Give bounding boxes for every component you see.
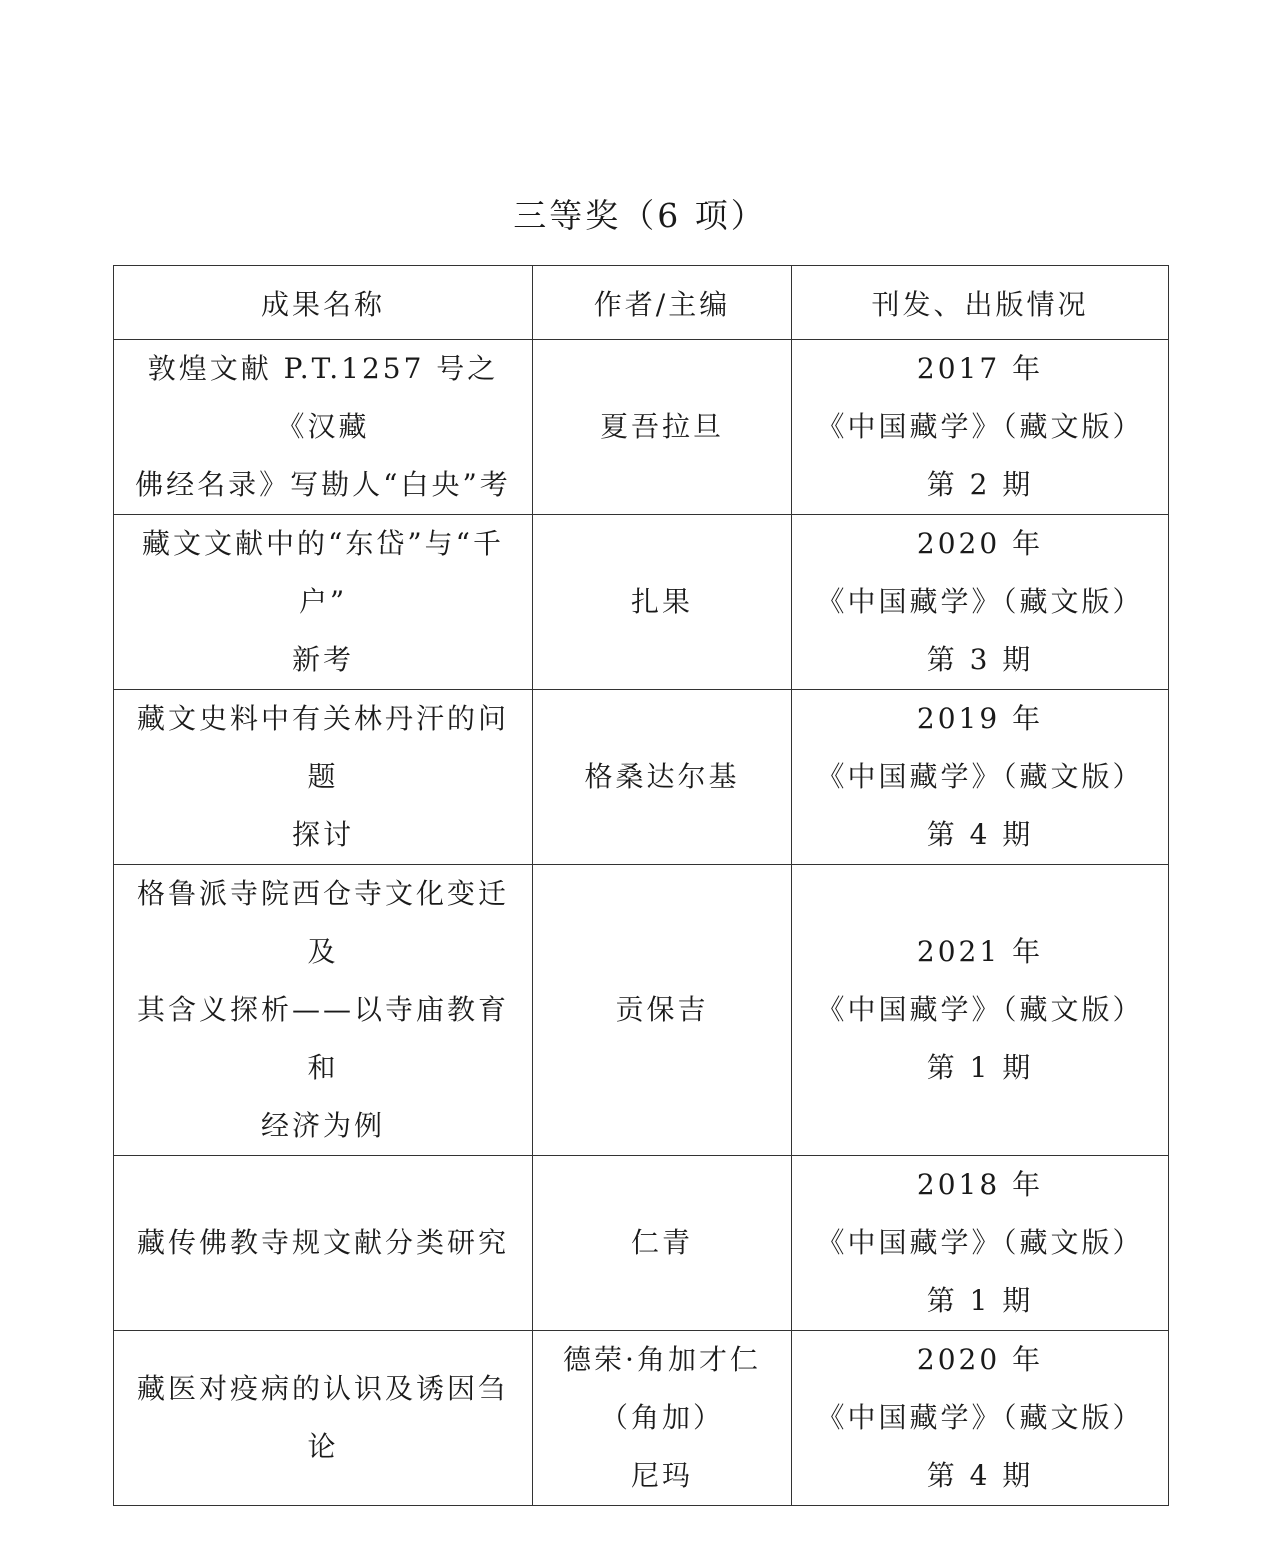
publication-journal: 《中国藏学》（藏文版） <box>816 410 1144 443</box>
cell-author <box>533 865 792 1156</box>
publication-year: 2020 年 <box>916 1343 1044 1376</box>
cell-title <box>114 515 533 690</box>
publication-issue: 第 4 期 <box>926 818 1034 851</box>
cell-publication <box>792 515 1169 690</box>
publication-year: 2021 年 <box>916 935 1044 968</box>
page-title: 三等奖（6 项） <box>513 196 767 235</box>
header-publication: 刊发、出版情况 <box>792 266 1169 340</box>
table-row <box>114 1156 1169 1331</box>
header-author: 作者/主编 <box>533 266 792 340</box>
author-line: 尼玛 <box>630 1459 693 1492</box>
cell-title <box>114 1156 533 1331</box>
publication-journal: 《中国藏学》（藏文版） <box>816 585 1144 618</box>
title-line: 敦煌文献 P.T.1257 号之《汉藏 <box>147 352 499 443</box>
title-line: 藏传佛教寺规文献分类研究 <box>136 1226 509 1259</box>
cell-title <box>114 1331 533 1506</box>
title-line: 格鲁派寺院西仓寺文化变迁及 <box>136 877 509 968</box>
author-line: 格桑达尔基 <box>584 760 740 793</box>
title-line: 藏文文献中的“东岱”与“千户” <box>142 527 504 618</box>
header-title: 成果名称 <box>114 266 533 340</box>
awards-table <box>113 265 1169 1506</box>
cell-publication <box>792 1156 1169 1331</box>
publication-issue: 第 4 期 <box>926 1459 1034 1492</box>
table-row <box>114 690 1169 865</box>
title-line: 其含义探析——以寺庙教育和 <box>136 993 509 1084</box>
author-line: （角加） <box>599 1401 724 1434</box>
title-line: 佛经名录》写勘人“白央”考 <box>135 468 511 501</box>
publication-year: 2019 年 <box>916 702 1044 735</box>
title-line: 探讨 <box>291 818 354 851</box>
publication-issue: 第 2 期 <box>926 468 1034 501</box>
cell-title <box>114 690 533 865</box>
cell-author <box>533 690 792 865</box>
table-row <box>114 865 1169 1156</box>
cell-author <box>533 1331 792 1506</box>
author-line: 仁青 <box>630 1226 693 1259</box>
author-line: 扎果 <box>630 585 693 618</box>
author-line: 贡保吉 <box>615 993 709 1026</box>
publication-year: 2017 年 <box>916 352 1044 385</box>
author-line: 夏吾拉旦 <box>599 410 724 443</box>
title-line: 藏医对疫病的认识及诱因刍论 <box>136 1372 509 1463</box>
table-header-row <box>114 266 1169 340</box>
cell-publication <box>792 865 1169 1156</box>
author-line: 德荣·角加才仁 <box>563 1343 761 1376</box>
publication-year: 2020 年 <box>916 527 1044 560</box>
publication-journal: 《中国藏学》（藏文版） <box>816 1401 1144 1434</box>
publication-journal: 《中国藏学》（藏文版） <box>816 993 1144 1026</box>
cell-title <box>114 340 533 515</box>
publication-journal: 《中国藏学》（藏文版） <box>816 1226 1144 1259</box>
table-row <box>114 1331 1169 1506</box>
table-row <box>114 515 1169 690</box>
table-row <box>114 340 1169 515</box>
publication-issue: 第 1 期 <box>926 1051 1034 1084</box>
cell-publication <box>792 340 1169 515</box>
publication-year: 2018 年 <box>916 1168 1044 1201</box>
cell-author <box>533 1156 792 1331</box>
publication-journal: 《中国藏学》（藏文版） <box>816 760 1144 793</box>
cell-author <box>533 515 792 690</box>
publication-issue: 第 1 期 <box>926 1284 1034 1317</box>
cell-title <box>114 865 533 1156</box>
publication-issue: 第 3 期 <box>926 643 1034 676</box>
title-line: 新考 <box>291 643 354 676</box>
cell-author <box>533 340 792 515</box>
title-line: 藏文史料中有关林丹汗的问题 <box>136 702 509 793</box>
cell-publication <box>792 1331 1169 1506</box>
title-line: 经济为例 <box>260 1109 385 1142</box>
cell-publication <box>792 690 1169 865</box>
